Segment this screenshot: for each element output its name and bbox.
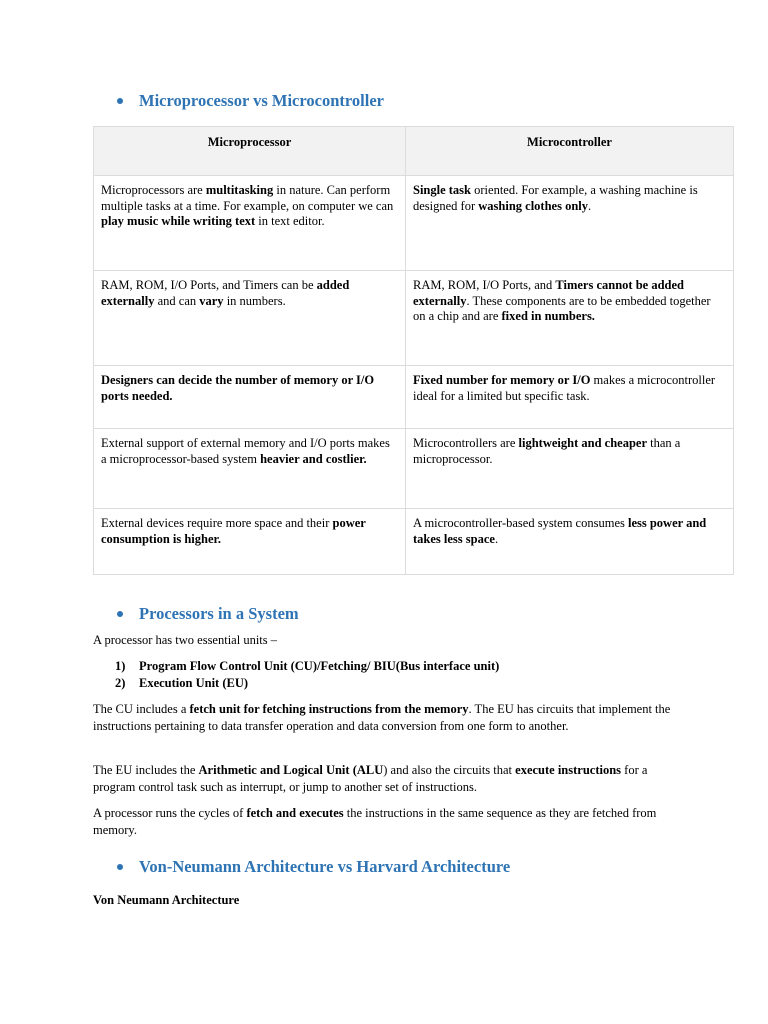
section-heading-microprocessor-vs-microcontroller: [117, 91, 384, 111]
bold-text: Single task: [413, 183, 472, 197]
table-header-microcontroller: Microcontroller: [406, 127, 734, 176]
table-row: [94, 271, 734, 366]
text-run: . These components are to be embedded together on a chip and are: [413, 293, 711, 323]
text-run: than a microprocessor.: [413, 436, 681, 466]
units-list: [115, 658, 499, 692]
bullet-icon: [117, 98, 123, 104]
paragraph-cycle: [93, 805, 683, 839]
paragraph-eu: [93, 762, 683, 796]
table-row: [94, 176, 734, 271]
text-run: ) and also the circuits that: [383, 763, 516, 777]
bullet-icon: [117, 864, 123, 870]
heading-text: Processors in a System: [139, 604, 299, 623]
text-run: the instructions in the same sequence as they are fetched from memory.: [93, 806, 657, 837]
text-run: in nature. Can perform multiple tasks at a time. For example, on computer we can: [101, 183, 394, 213]
bold-text: washing clothes only: [478, 198, 589, 213]
bold-text: Designers can decide the number of memory or I/O ports needed.: [101, 373, 375, 403]
section-heading-processors-in-a-system: [117, 604, 299, 624]
bold-text: added externally: [101, 278, 350, 308]
text-run: External support of external memory and I/O ports makes a microprocessor-based system: [101, 436, 390, 466]
table-header-microprocessor: Microprocessor: [94, 127, 406, 176]
text-run: Microcontrollers are: [413, 436, 519, 450]
cell-microprocessor: [94, 509, 406, 575]
cell-microprocessor: [94, 429, 406, 509]
table-row: [94, 366, 734, 429]
cell-microcontroller: [406, 509, 734, 575]
text-run: in text editor.: [255, 214, 325, 228]
cell-microcontroller: [406, 429, 734, 509]
cell-microprocessor: [94, 271, 406, 366]
text-run: A processor runs the cycles of: [93, 806, 247, 820]
text-run: makes a microcontroller ideal for a limited but specific task.: [413, 373, 716, 403]
text-run: Microprocessors are: [101, 183, 206, 197]
list-item: [115, 658, 499, 675]
table-row: [94, 429, 734, 509]
cell-microprocessor: [94, 176, 406, 271]
text-run: .: [588, 198, 592, 213]
text-run: External devices require more space and their: [101, 516, 333, 530]
cell-microcontroller: [406, 271, 734, 366]
bold-text: multitasking: [205, 183, 274, 197]
list-item: [115, 675, 499, 692]
subheading-von-neumann: Von Neumann Architecture: [93, 893, 240, 907]
bold-text: fetch unit for fetching instructions from the memory: [189, 702, 469, 716]
bold-text: power consumption is higher.: [101, 516, 366, 546]
heading-text: Von-Neumann Architecture vs Harvard Architecture: [139, 857, 511, 876]
table-row: [94, 509, 734, 575]
text-run: RAM, ROM, I/O Ports, and: [413, 278, 556, 292]
bold-text: fixed in numbers.: [501, 309, 595, 323]
paragraph-cu: [93, 701, 683, 735]
section-heading-von-neumann-vs-harvard: [117, 857, 510, 877]
text-run: The CU includes a: [93, 702, 190, 716]
comparison-table: [93, 126, 734, 575]
intro-text: A processor has two essential units –: [93, 633, 278, 647]
bullet-icon: [117, 611, 123, 617]
cell-microprocessor: [94, 366, 406, 429]
text-run: in numbers.: [223, 293, 286, 308]
bold-text: heavier and costlier.: [260, 451, 367, 466]
table-header-row: [94, 127, 734, 176]
bold-text: lightweight and cheaper: [518, 436, 647, 450]
text-run: The EU includes the: [93, 763, 199, 777]
text-run: RAM, ROM, I/O Ports, and Timers can be: [101, 278, 317, 292]
list-text: Program Flow Control Unit (CU)/Fetching/ BIU(Bus interface unit): [139, 659, 500, 673]
bold-text: Timers cannot be added externally: [413, 278, 684, 308]
text-run: oriented. For example, a washing machine is designed for: [413, 183, 698, 213]
bold-text: less power and takes less space: [413, 516, 707, 546]
bold-text: execute instructions: [515, 763, 622, 777]
bold-text: play music while writing text: [101, 214, 256, 228]
bold-text: Fixed number for memory or I/O: [413, 373, 591, 387]
cell-microcontroller: [406, 176, 734, 271]
list-text: Execution Unit (EU): [139, 676, 249, 690]
cell-microcontroller: [406, 366, 734, 429]
text-run: and can: [154, 293, 200, 308]
bold-text: Arithmetic and Logical Unit (ALU: [198, 763, 384, 777]
bold-text: fetch and executes: [246, 806, 344, 820]
bold-text: vary: [199, 293, 224, 308]
list-number: 2): [115, 676, 126, 690]
list-number: 1): [115, 659, 126, 673]
text-run: . The EU has circuits that implement the instructions pertaining to data transfer operation and data conversion from one form to another.: [93, 702, 671, 733]
text-run: .: [494, 531, 499, 546]
heading-text: Microprocessor vs Microcontroller: [139, 91, 384, 110]
text-run: A microcontroller-based system consumes: [413, 516, 628, 530]
text-run: for a program control task such as interrupt, or jump to another set of instructions.: [93, 763, 648, 794]
